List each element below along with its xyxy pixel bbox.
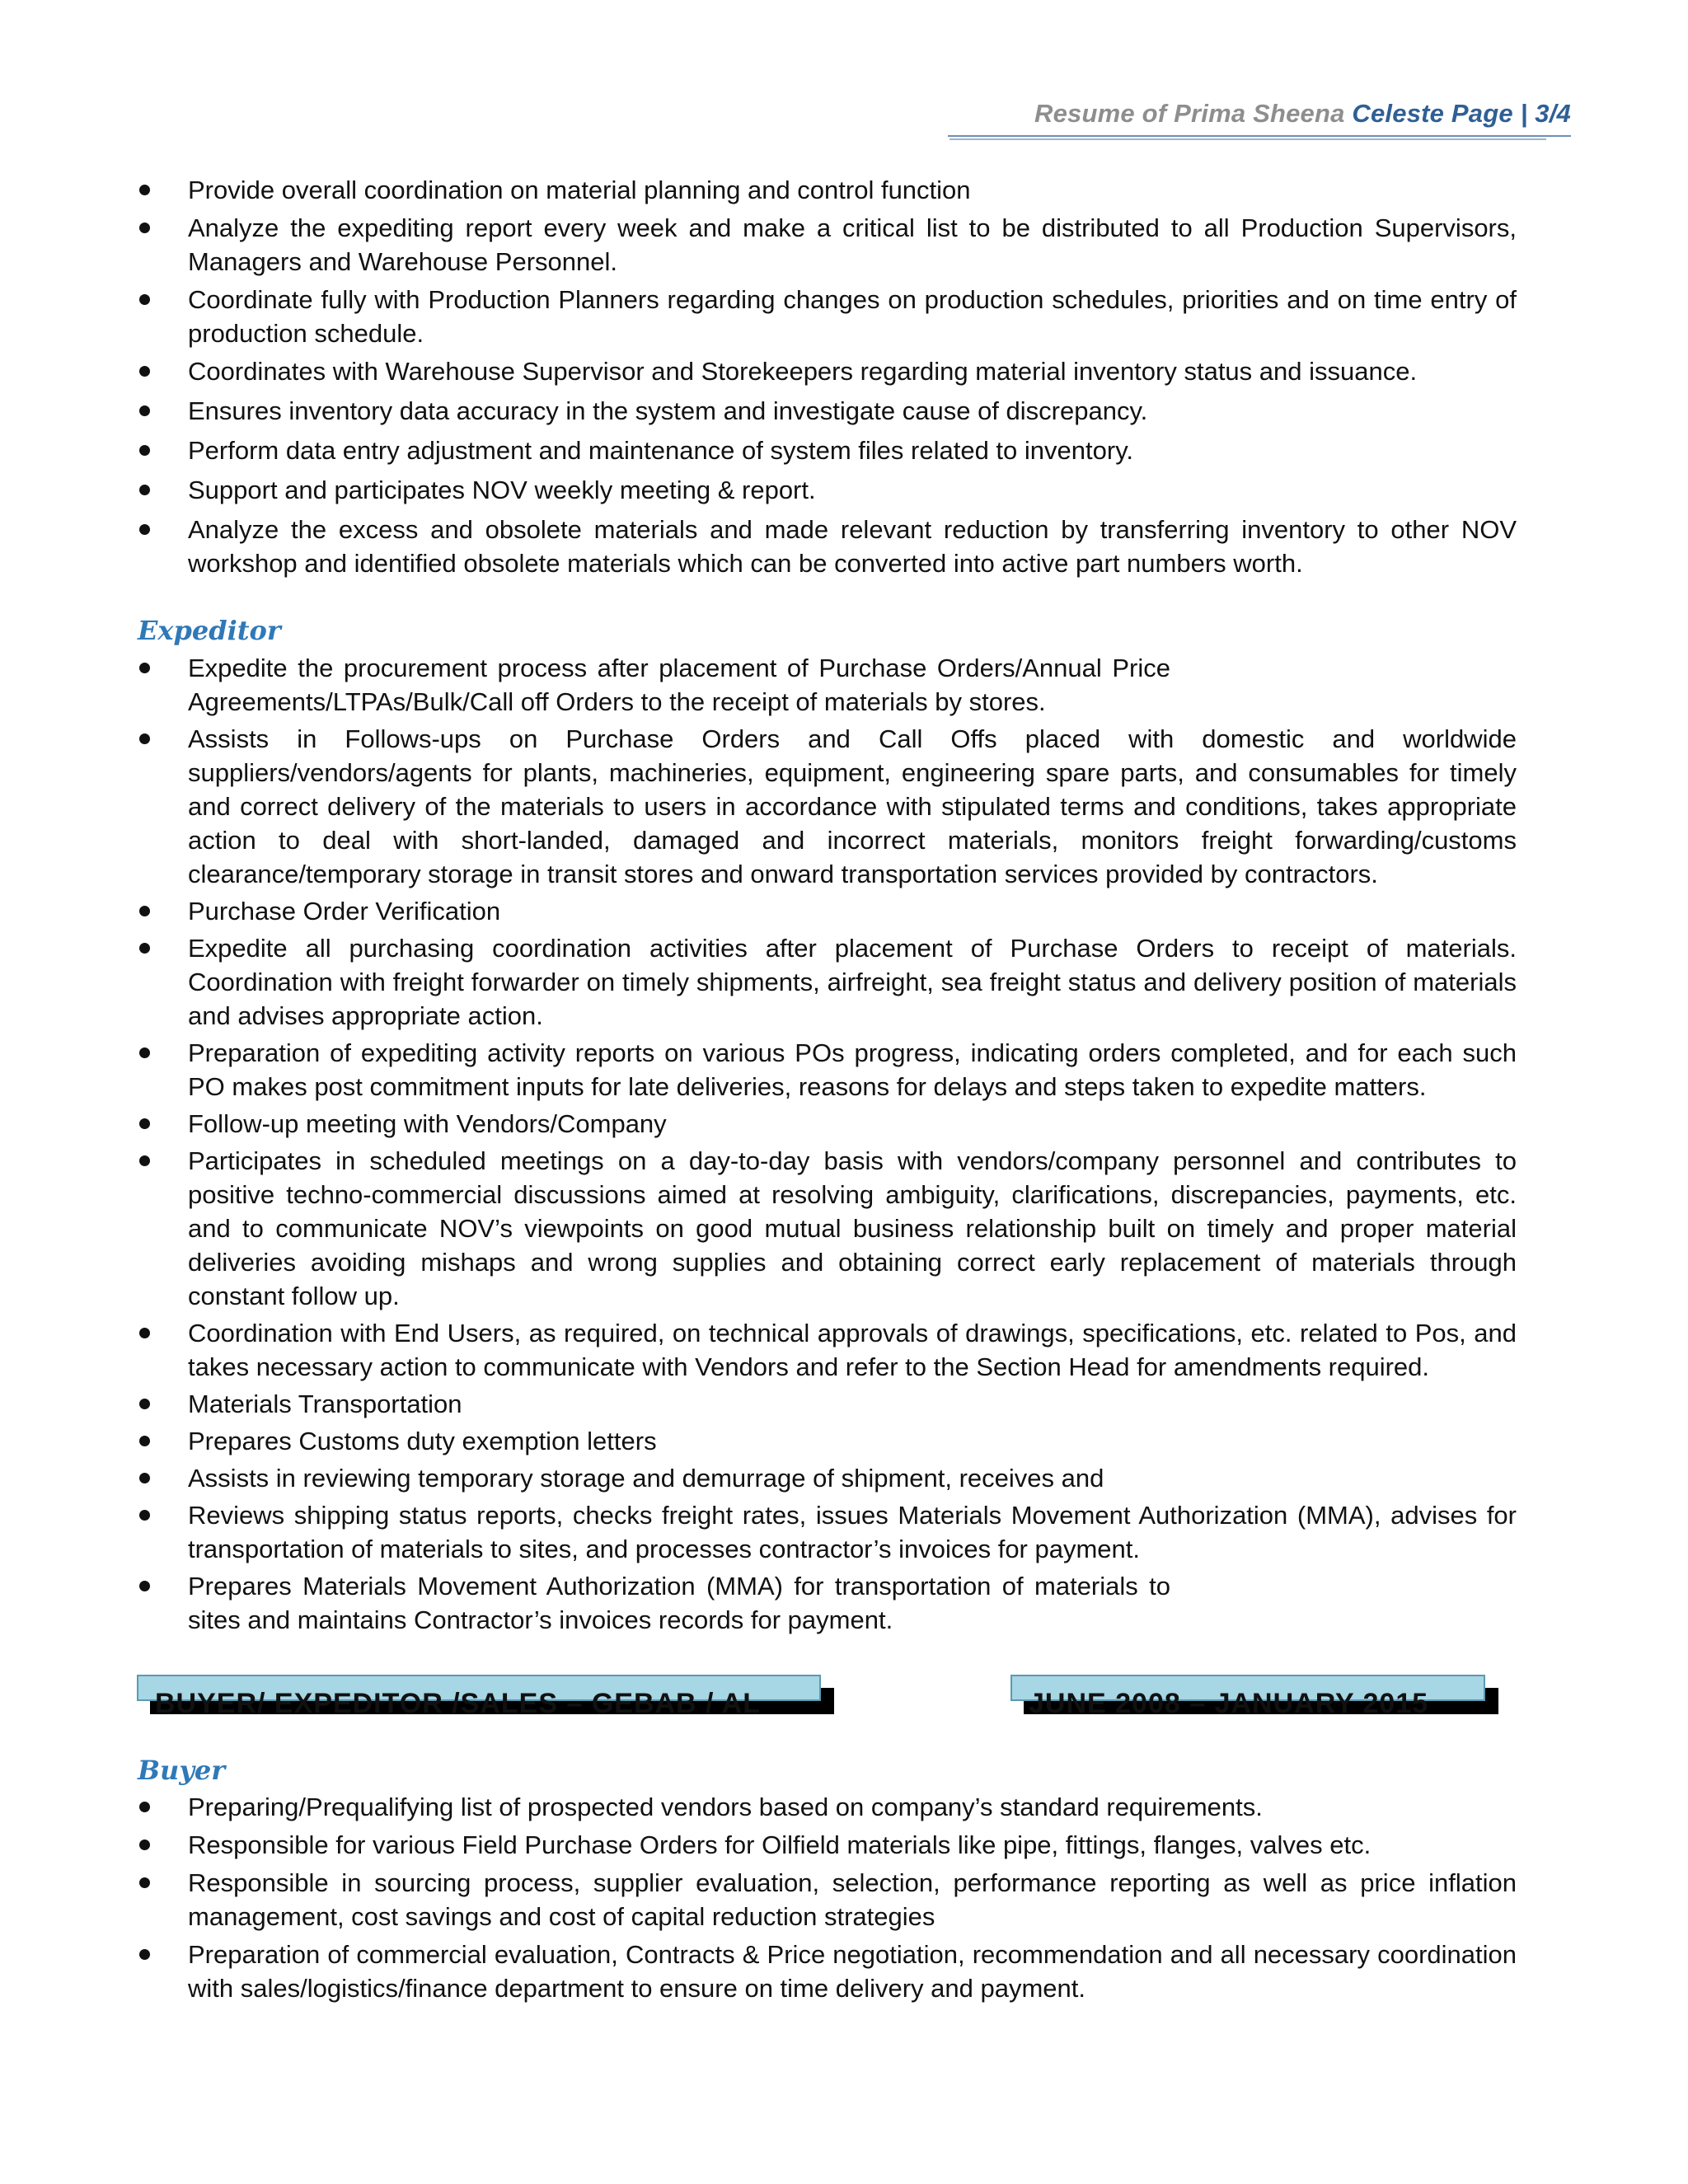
- planning-duties-list: [0, 173, 1688, 580]
- list-item: Coordination with End Users, as required, on technical approvals of drawings, specifications, etc. related to Pos, and takes necessary action to communicate with Vendors and refer to the Section Head for amendments required.: [0, 1316, 1517, 1384]
- banner-box: [137, 1675, 821, 1719]
- list-item: Coordinates with Warehouse Supervisor and Storekeepers regarding material inventory status and issuance.: [0, 354, 1517, 388]
- list-item: Ensures inventory data accuracy in the system and investigate cause of discrepancy.: [0, 394, 1517, 428]
- list-item: Assists in reviewing temporary storage and demurrage of shipment, receives and: [0, 1461, 1517, 1495]
- list-item: Perform data entry adjustment and maintenance of system files related to inventory.: [0, 434, 1517, 467]
- list-item: Purchase Order Verification: [0, 894, 1517, 928]
- list-item: Preparing/Prequalifying list of prospected vendors based on company’s standard requirements.: [0, 1790, 1517, 1824]
- header-title: [1034, 99, 1571, 129]
- banner-box: [1010, 1675, 1485, 1719]
- list-item: Preparation of commercial evaluation, Contracts & Price negotiation, recommendation and all necessary coordination with sales/logistics/finance department to ensure on time delivery and payment.: [0, 1938, 1517, 2005]
- list-item: Responsible for various Field Purchase Orders for Oilfield materials like pipe, fittings, flanges, valves etc.: [0, 1828, 1517, 1862]
- list-item: Materials Transportation: [0, 1387, 1517, 1421]
- list-item: Participates in scheduled meetings on a day-to-day basis with vendors/company personnel and contributes to positive techno-commercial discussions aimed at resolving ambiguity, clarifications, discrepancies, payments, etc. and to communicate NOV’s viewpoints on good mutual business relationship built on timely and proper material deliveries avoiding mishaps and wrong supplies and obtaining correct early replacement of materials through constant follow up.: [0, 1144, 1517, 1313]
- job-dates-text: JUNE 2008 – JANUARY 2015: [1029, 1688, 1429, 1719]
- list-item: Prepares Materials Movement Authorization (MMA) for transportation of materials to sites and maintains Contractor’s invoices records for payment.: [0, 1569, 1517, 1637]
- expeditor-list: [0, 651, 1688, 1637]
- list-item: Support and participates NOV weekly meeting & report.: [0, 473, 1517, 507]
- list-item: Assists in Follows-ups on Purchase Orders and Call Offs placed with domestic and worldwide suppliers/vendors/agents for plants, machineries, equipment, engineering spare parts, and consumables for timely and correct delivery of the materials to users in accordance with stipulated terms and conditions, takes appropriate action to deal with short-landed, damaged and incorrect materials, monitors freight forwarding/customs clearance/temporary storage in transit stores and onward transportation services provided by contractors.: [0, 722, 1517, 891]
- list-item: Expedite the procurement process after placement of Purchase Orders/Annual Price Agreements/LTPAs/Bulk/Call off Orders to the receipt of materials by stores.: [0, 651, 1517, 719]
- job-dates-banner: [1010, 1675, 1485, 1719]
- list-item: Responsible in sourcing process, supplier evaluation, selection, performance reporting as well as price inflation management, cost savings and cost of capital reduction strategies: [0, 1866, 1517, 1933]
- header-rule-secondary: [950, 138, 1546, 140]
- header-rule: [948, 135, 1571, 137]
- expeditor-heading: Expeditor: [138, 615, 281, 646]
- list-item: Coordinate fully with Production Planners regarding changes on production schedules, priorities and on time entry of production schedule.: [0, 283, 1517, 350]
- job-title-banner: [137, 1675, 821, 1719]
- list-item: Follow-up meeting with Vendors/Company: [0, 1107, 1517, 1141]
- header-page-number: Celeste Page | 3/4: [1352, 99, 1571, 128]
- list-item: Analyze the expediting report every week and make a critical list to be distributed to all Production Supervisors, Managers and Warehouse Personnel.: [0, 211, 1517, 279]
- list-item: Provide overall coordination on material planning and control function: [0, 173, 1517, 207]
- job-title-text: BUYER/ EXPEDITOR /SALES – GEBAB / AL: [155, 1688, 762, 1719]
- buyer-list: [0, 1790, 1688, 2005]
- list-item: Analyze the excess and obsolete materials and made relevant reduction by transferring inventory to other NOV workshop and identified obsolete materials which can be converted into active part numbers worth.: [0, 513, 1517, 580]
- list-item: Preparation of expediting activity reports on various POs progress, indicating orders completed, and for each such PO makes post commitment inputs for late deliveries, reasons for delays and steps taken to expedite matters.: [0, 1036, 1517, 1104]
- list-item: Expedite all purchasing coordination activities after placement of Purchase Orders to receipt of materials. Coordination with freight forwarder on timely shipments, airfreight, sea freight status and delivery position of materials and advises appropriate action.: [0, 931, 1517, 1033]
- list-item: Prepares Customs duty exemption letters: [0, 1424, 1517, 1458]
- header-resume-of: Resume of Prima Sheena: [1034, 99, 1345, 128]
- buyer-heading: Buyer: [138, 1755, 226, 1786]
- list-item: Reviews shipping status reports, checks freight rates, issues Materials Movement Authorization (MMA), advises for transportation of materials to sites, and processes contractor’s invoices for payment.: [0, 1498, 1517, 1566]
- page-header: [948, 99, 1571, 140]
